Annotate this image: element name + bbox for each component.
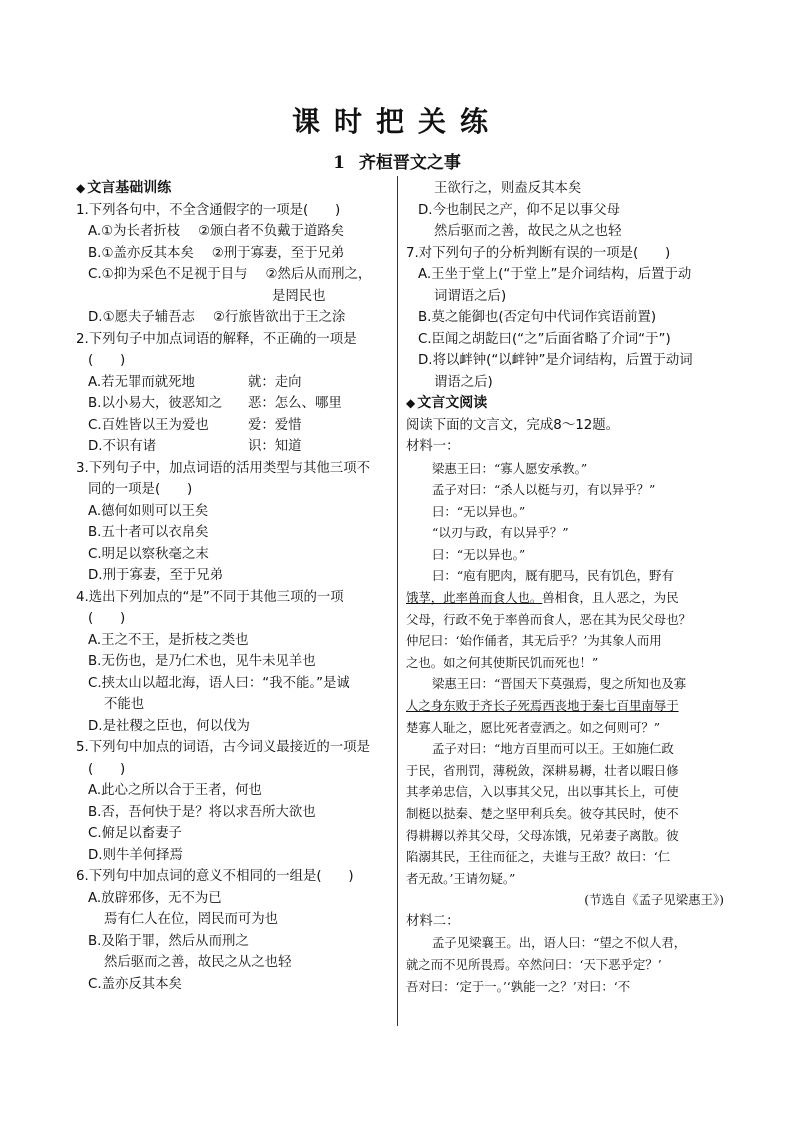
question-7-option-d-cont: 谓语之后) [434, 374, 493, 390]
material-1-line: 制梃以挞秦、楚之坚甲利兵矣。彼夺其民时，使不 [406, 806, 679, 821]
question-1-option-c[interactable]: C.①抑为采色不足视于目与 ②然后从而刑之， [88, 267, 372, 282]
material-1-line: 仲尼曰：‘始作俑者，其无后乎？’为其象人而用 [406, 633, 662, 649]
underlined-passage: 饿莩，此率兽而食人也。 [406, 590, 543, 606]
question-4-option-d[interactable]: D.是社稷之臣也，何以伐为 [88, 718, 250, 734]
question-5-option-d[interactable]: D.则牛羊何择焉 [88, 847, 183, 863]
lesson-name: 齐桓晋文之事 [358, 153, 461, 173]
material-1-text [406, 458, 724, 911]
question-7-option-b[interactable]: B.莫之能御也(否定句中代词作宾语前置) [418, 310, 657, 325]
diamond-bullet-icon: ◆ [406, 396, 416, 410]
material-1-line: 曰：“庖有肥肉，厩有肥马，民有饥色，野有 [432, 568, 674, 584]
section-heading-basics: ◆ 文言基础训练 [76, 180, 172, 196]
material-2-line: 就之而不见所畏焉。卒然问曰：‘天下恶乎定？’ [406, 957, 662, 973]
question-5-stem-cont: ( ) [88, 761, 126, 777]
material-1-line: 曰：“无以异也。” [432, 503, 526, 519]
material-1-line: 楚寡人耻之，愿比死者壹洒之。如之何则可？” [406, 719, 661, 735]
question-5-option-b[interactable]: B.否，吾何快于是？将以求吾所大欲也 [88, 804, 316, 820]
material-1-line: 孟子对曰：“杀人以梃与刃，有以异乎？” [432, 482, 656, 498]
question-6-option-c-second: 王欲行之，则盍反其本矣 [434, 181, 582, 196]
question-7-stem: 7.对下列句子的分析判断有误的一项是( ) [406, 245, 671, 261]
question-7-option-a-cont: 词谓语之后) [434, 288, 507, 304]
left-column [76, 178, 388, 995]
material-1-line: 陷溺其民，王往而征之，夫谁与王敌？故曰：‘仁 [406, 849, 671, 865]
question-3-option-b[interactable]: B.五十者可以衣帛矣 [88, 525, 209, 540]
question-4-option-a[interactable]: A.王之不王，是折枝之类也 [88, 632, 249, 648]
question-2-option-b[interactable]: B.以小易大，彼恶知之 恶：怎么、哪里 [88, 396, 342, 411]
material-1-line: 曰：“无以异也。” [432, 546, 526, 562]
question-2-stem: 2.下列句子中加点词语的解释，不正确的一项是 [76, 331, 357, 347]
question-6-option-a[interactable]: A.放辟邪侈，无不为已 [88, 890, 222, 906]
material-2-line: 孟子见梁襄王。出，语人曰：“望之不似人君， [432, 935, 687, 951]
lesson-title [0, 148, 794, 173]
section-heading-reading: ◆ 文言文阅读 [406, 395, 488, 411]
question-6-option-d-second: 然后驱而之善，故民之从之也轻 [434, 224, 622, 239]
question-2-option-a[interactable]: A.若无罪而就死地 就：走向 [88, 374, 302, 390]
material-2-line: 吾对曰：‘定于一。’‘孰能一之？’对曰：‘不 [406, 978, 631, 994]
material-1-source: (节选自《孟子见梁惠王》) [584, 892, 724, 908]
question-3-stem-cont: 同的一项是( ) [88, 482, 193, 497]
material-1-line: 梁惠王曰：“寡人愿安承教。” [432, 460, 588, 476]
question-1-stem: 1.下列各句中，不全含通假字的一项是( ) [76, 202, 341, 218]
material-1-line-underlined: 人之身东败于齐长子死焉西丧地于秦七百里南辱于 [406, 698, 679, 714]
diamond-bullet-icon: ◆ [76, 181, 86, 195]
question-4-option-c-cont: 不能也 [104, 697, 145, 712]
question-6-option-b-second: 然后驱而之善，故民之从之也轻 [104, 955, 292, 970]
question-3-stem: 3.下列句子中，加点词语的活用类型与其他三项不 [76, 460, 370, 476]
question-1-option-a[interactable]: A.①为长者折枝 ②颁白者不负戴于道路矣 [88, 224, 345, 239]
question-2-option-d[interactable]: D.不识有诸 识：知道 [88, 439, 302, 454]
material-1-line: 父母，行政不免于率兽而食人，恶在其为民父母也？ [406, 611, 691, 627]
question-3-option-d[interactable]: D.刑于寡妻，至于兄弟 [88, 568, 224, 583]
lesson-number: 1 [333, 153, 345, 173]
material-1-line: 于民，省刑罚，薄税敛，深耕易耨，壮者以暇日修 [406, 762, 679, 778]
question-1-option-b[interactable]: B.①盖亦反其本矣 ②刑于寡妻，至于兄弟 [88, 245, 345, 261]
question-6-stem: 6.下列句中加点词的意义不相同的一组是( ) [76, 869, 354, 884]
question-6-option-c[interactable]: C.盖亦反其本矣 [88, 976, 182, 992]
material-2-label: 材料二： [406, 913, 460, 929]
material-1-line: 得耕耨以养其父母，父母冻饿，兄弟妻子离散。彼 [406, 827, 679, 843]
page-title: 课时把关练 [291, 105, 502, 138]
material-1-line: 之也。如之何其使斯民饥而死也！” [406, 654, 599, 670]
question-7-option-c[interactable]: C.臣闻之胡龁曰(“之”后面省略了介词“于”) [418, 331, 671, 347]
material-1-line: 孟子对曰：“地方百里而可以王。王如施仁政 [432, 741, 674, 757]
right-column [406, 178, 724, 997]
material-1-line: 其孝弟忠信，入以事其父兄，出以事其长上，可使 [406, 784, 679, 800]
question-4-stem-cont: ( ) [88, 611, 126, 626]
question-7-option-d[interactable]: D.将以衅钟(“以衅钟”是介词结构，后置于动词 [418, 353, 693, 368]
material-1-line: 饿莩，此率兽而食人也。兽相食，且人恶之，为民 [406, 590, 679, 606]
question-4-option-c[interactable]: C.挟太山以超北海，语人曰：“我不能。”是诚 [88, 675, 350, 691]
question-2-stem-cont: ( ) [88, 353, 126, 368]
material-1-line: “以刃与政，有以异乎？” [432, 525, 569, 541]
question-2-option-c[interactable]: C.百姓皆以王为爱也 爱：爱惜 [88, 417, 302, 433]
question-6-option-b[interactable]: B.及陷于罪，然后从而刑之 [88, 933, 249, 949]
question-6-option-d[interactable]: D.今也制民之产，仰不足以事父母 [418, 202, 621, 218]
question-5-stem: 5.下列句中加点的词语，古今词义最接近的一项是 [76, 740, 370, 755]
question-7-option-a[interactable]: A.王坐于堂上(“于堂上”是介词结构，后置于动 [418, 267, 692, 282]
material-1-label: 材料一： [406, 439, 460, 454]
question-3-option-a[interactable]: A.德何如则可以王矣 [88, 503, 209, 519]
question-4-stem: 4.选出下列加点的“是”不同于其他三项的一项 [76, 589, 344, 605]
material-1-line: 者无敌。’王请勿疑。” [406, 870, 516, 886]
column-divider [397, 176, 398, 1026]
question-6-option-a-second: 焉有仁人在位，罔民而可为也 [104, 912, 279, 927]
question-3-option-c[interactable]: C.明足以察秋毫之末 [88, 546, 209, 562]
question-1-option-d[interactable]: D.①愿夫子辅吾志 ②行旅皆欲出于王之涂 [88, 310, 346, 325]
question-5-option-c[interactable]: C.俯足以畜妻子 [88, 826, 182, 841]
question-4-option-b[interactable]: B.无伤也，是乃仁术也，见牛未见羊也 [88, 654, 316, 669]
material-1-line: 梁惠王曰：“晋国天下莫强焉，叟之所知也及寡 [432, 676, 687, 692]
question-5-option-a[interactable]: A.此心之所以合于王者，何也 [88, 783, 262, 798]
material-2-text [406, 932, 724, 997]
reading-instructions: 阅读下面的文言文，完成8～12题。 [406, 417, 620, 433]
question-1-option-c-cont: 是罔民也 [272, 288, 326, 304]
